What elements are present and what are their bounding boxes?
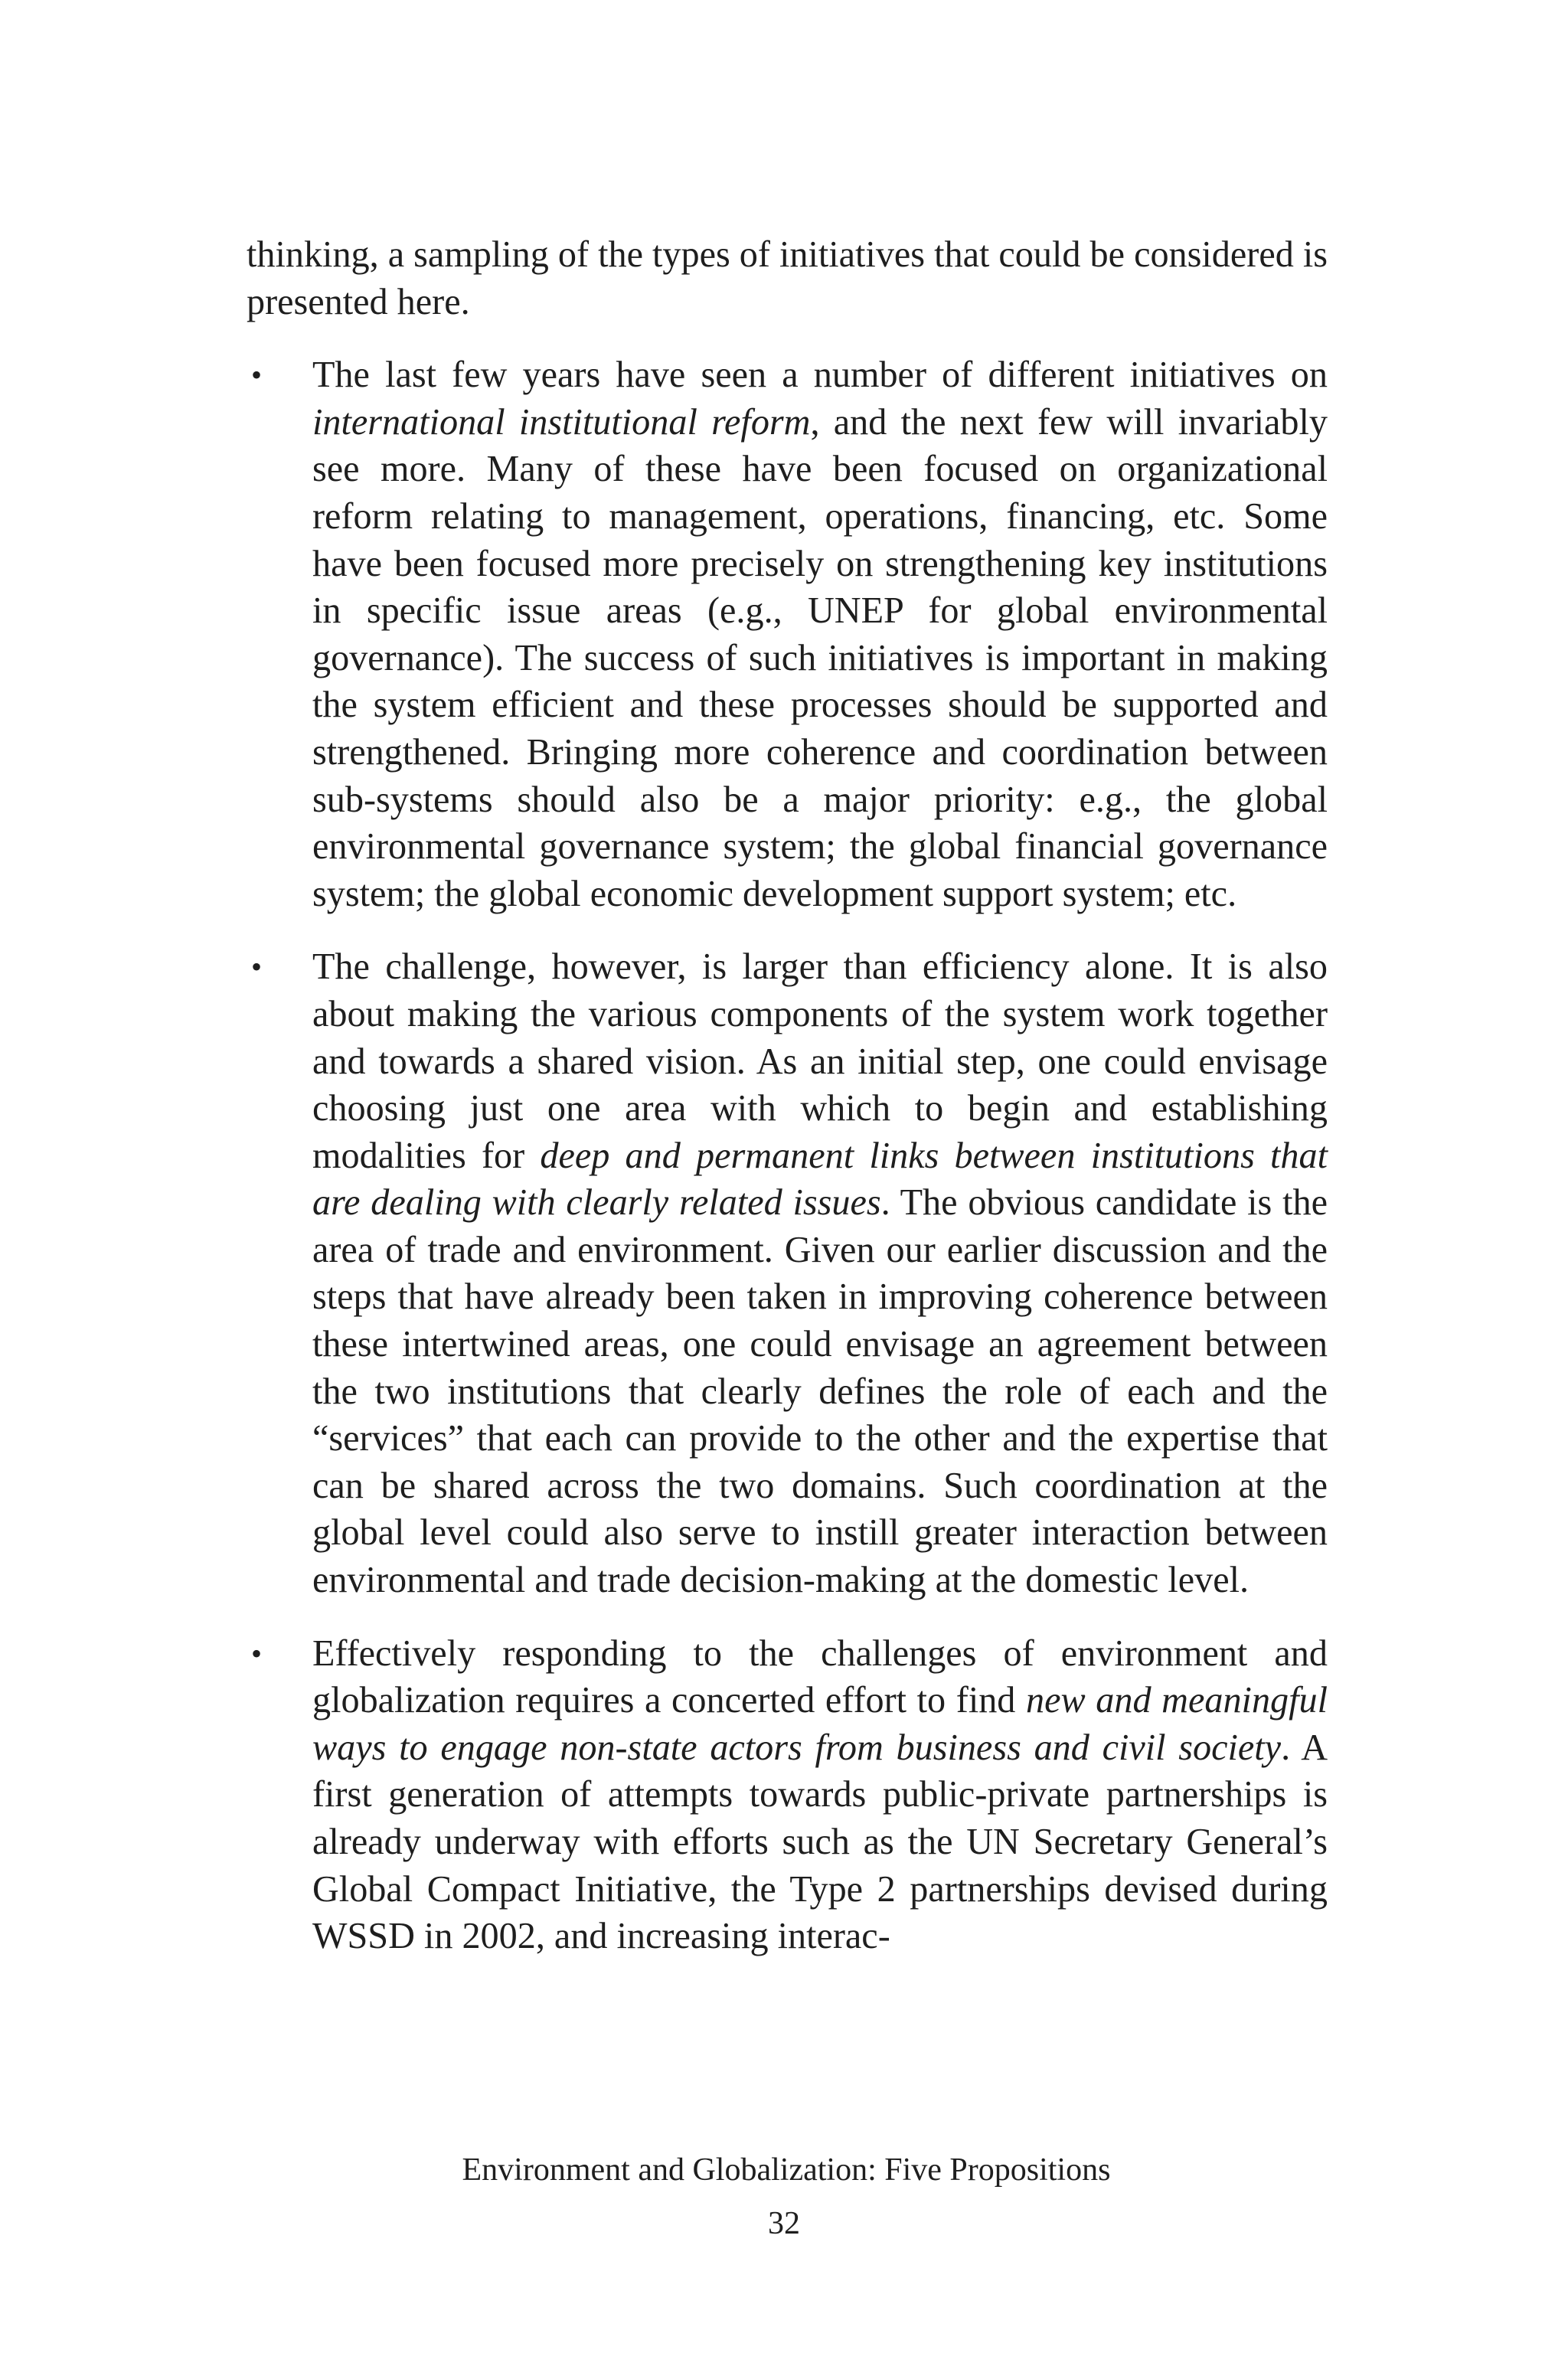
bullet-emphasis: deep and permanent links between institutions that are dealing with clearly related issues [312,1135,1328,1224]
bullet-icon: • [251,949,263,985]
bullet-text-before: Effectively responding to the challenges of environment and globalization requires a concerted effort to find [312,1632,1328,1721]
bullet-text-after: . The obvious candidate is the area of trade and environment. Given our earlier discussion and the steps that have already been taken in improving coherence between these intertwined areas, one could envisage an agreement between the two institutions that clearly defines the role of each and the “services” that each can provide to the other and the expertise that can be shared across the two domains. Such coordination at the global level could also serve to instill greater interaction between environmental and trade decision-making at the domestic level. [312,1182,1328,1601]
bullet-emphasis: international institutional reform [312,401,811,443]
bullet-text-before: The challenge, however, is larger than efficiency alone. It is also about making the various components of the system work together and towards a shared vision. As an initial step, one could envisage choosing just one area with which to begin and establishing modalities for [312,946,1328,1176]
bullet-paragraph [312,351,1328,917]
bullet-text-after: . A first generation of attempts towards public-private partnerships is already underway with efforts such as the UN Secretary General’s Global Compact Initiative, the Type 2 partnerships devised during WSSD in 2002, and increasing interac- [312,1727,1328,1957]
bullet-text-before: The last few years have seen a number of different initiatives on [312,355,1328,396]
bullet-paragraph [312,943,1328,1603]
bullet-text-after: , and the next few will invariably see more. Many of these have been focused on organizational reform relating to management, operations, financing, etc. Some have been focused more precisely on strengthening key institutions in specific issue areas (e.g., UNEP for global environmental governance). The success of such initiatives is important in making the system efficient and these processes should be supported and strengthened. Bringing more coherence and coordination between sub-systems should also be a major priority: e.g., the global environmental governance system; the global financial governance system; the global economic development support system; etc. [312,401,1328,914]
initiatives-list [247,351,1328,1960]
running-footer-title: Environment and Globalization: Five Propositions [462,2152,1111,2188]
page-body [247,231,1328,1960]
intro-paragraph: thinking, a sampling of the types of initiatives that could be considered is presented here. [247,234,1328,322]
page-number: 32 [768,2206,800,2241]
list-item [247,1630,1328,1960]
list-item [247,943,1328,1603]
bullet-paragraph [312,1630,1328,1960]
bullet-icon: • [251,358,263,393]
bullet-icon: • [251,1636,263,1671]
list-item [247,351,1328,917]
bullet-emphasis: new and meaningful ways to engage non-state actors from business and civil society [312,1680,1328,1768]
